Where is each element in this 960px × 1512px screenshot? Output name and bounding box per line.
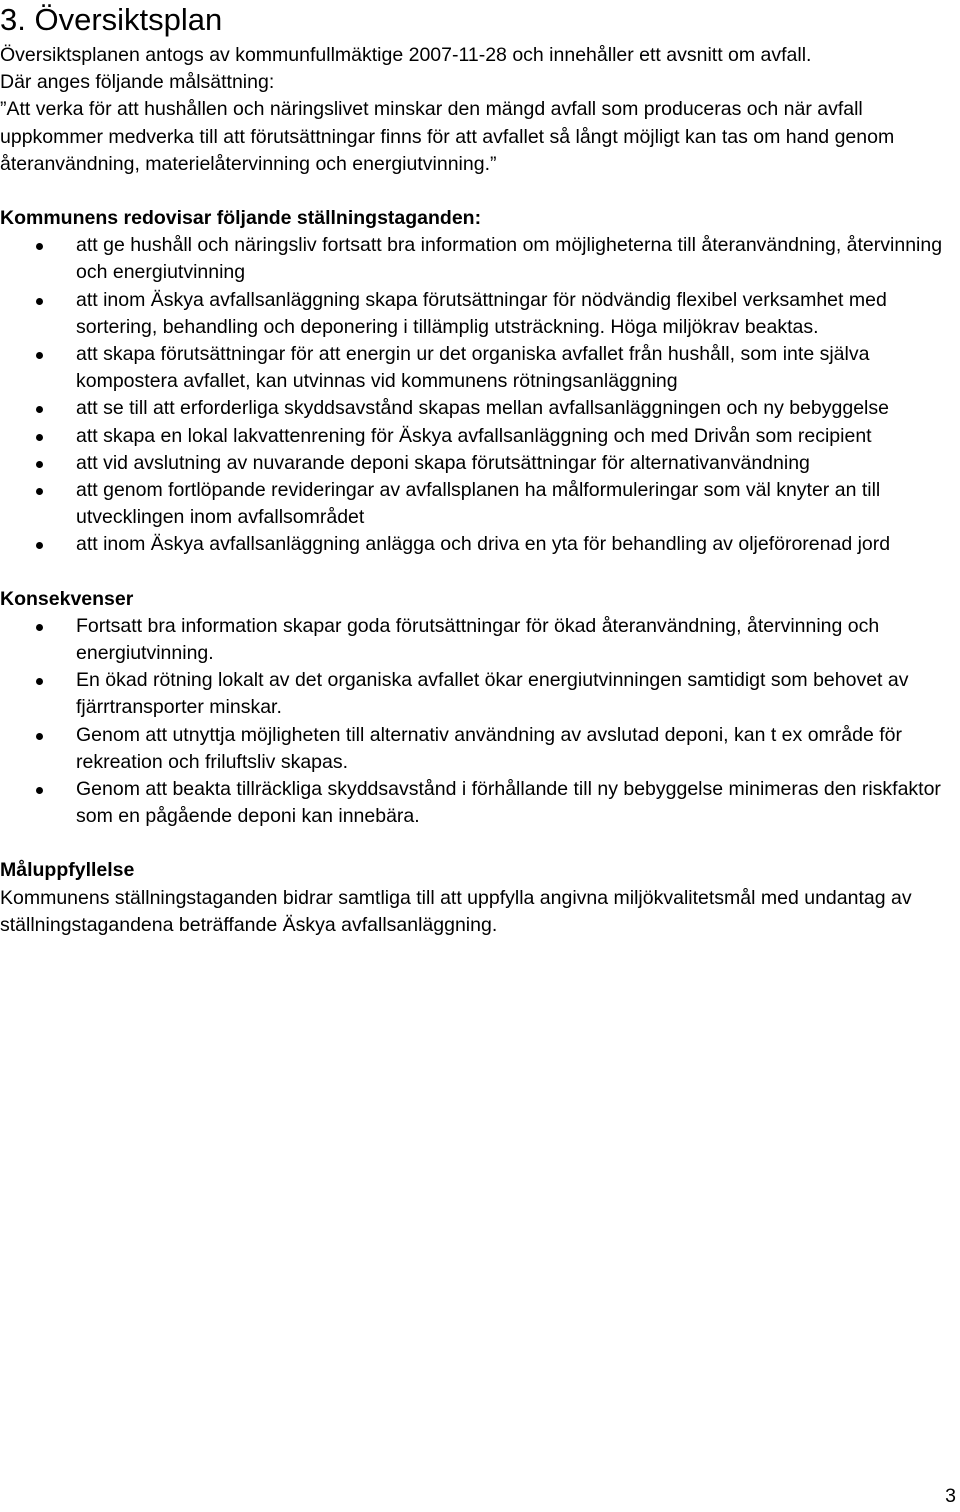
- bullet-icon: [36, 787, 43, 794]
- section-heading: 3. Översiktsplan: [0, 2, 223, 37]
- goal-quote: ”Att verka för att hushållen och näringslivet minskar den mängd avfall som produceras och när avfall uppkommer medverka till att förutsättningar finns för att avfallet så långt möjligt kan tas om hand genom återanvändning, materielåtervinning och energiutvinning.”: [0, 98, 895, 175]
- list-item-text: att inom Äskya avfallsanläggning skapa förutsättningar för nödvändig flexibel verksamhet med sortering, behandling och deponering i tillämplig utsträckning. Höga miljökrav beaktas.: [76, 288, 887, 338]
- bullet-icon: [36, 352, 43, 359]
- list-item-text: att se till att erforderliga skyddsavstånd skapas mellan avfallsanläggningen och ny bebyggelse: [76, 397, 889, 420]
- list-item-text: att genom fortlöpande revideringar av avfallsplanen ha målformuleringar som väl knyter an till utvecklingen inom avfallsområdet: [76, 479, 881, 529]
- list-item: [0, 722, 960, 776]
- list-item: [0, 776, 960, 830]
- bullet-icon: [36, 243, 43, 250]
- page-number: 3: [945, 1485, 956, 1507]
- fulfillment-text: Kommunens ställningstaganden bidrar samtliga till att uppfylla angivna miljökvalitetsmål med undantag av ställningstagandena beträffande Äskya avfallsanläggning.: [0, 886, 912, 936]
- list-item: [0, 667, 960, 721]
- consequences-list: [0, 613, 960, 831]
- bullet-icon: [36, 624, 43, 631]
- bullet-icon: [36, 733, 43, 740]
- list-item: [0, 341, 960, 395]
- list-item: [0, 395, 960, 422]
- positions-title: Kommunens redovisar följande ställningstaganden:: [0, 207, 482, 230]
- list-item-text: att ge hushåll och näringsliv fortsatt bra information om möjligheterna till återanvändning, återvinning och energiutvinning: [76, 234, 943, 284]
- intro-paragraph: Översiktsplanen antogs av kommunfullmäktige 2007-11-28 och innehåller ett avsnitt om avfall.: [0, 44, 812, 66]
- list-item: [0, 423, 960, 450]
- list-item-text: att skapa en lokal lakvattenrening för Äskya avfallsanläggning och med Drivån som recipient: [76, 424, 872, 447]
- consequences-title: Konsekvenser: [0, 587, 134, 610]
- list-item: [0, 287, 960, 341]
- bullet-icon: [36, 461, 43, 468]
- list-item-text: Fortsatt bra information skapar goda förutsättningar för ökad återanvändning, återvinning och energiutvinning.: [76, 614, 880, 665]
- bullet-icon: [36, 488, 43, 495]
- positions-list: [0, 232, 960, 558]
- list-item: [0, 477, 960, 531]
- intro-paragraph: Där anges följande målsättning:: [0, 71, 275, 94]
- list-item-text: att skapa förutsättningar för att energin ur det organiska avfallet från hushåll, som inte själva kompostera avfallet, kan utvinnas vid kommunens rötningsanläggning: [76, 343, 870, 393]
- fulfillment-title: Måluppfyllelse: [0, 859, 135, 882]
- bullet-icon: [36, 406, 43, 413]
- bullet-icon: [36, 434, 43, 441]
- list-item: [0, 613, 960, 667]
- bullet-icon: [36, 298, 43, 305]
- section-body: [0, 42, 960, 939]
- list-item-text: Genom att utnyttja möjligheten till alternativ användning av avslutad deponi, kan t ex område för rekreation och friluftsliv skapas.: [76, 723, 902, 773]
- list-item: [0, 450, 960, 477]
- list-item: [0, 531, 960, 558]
- list-item-text: att inom Äskya avfallsanläggning anlägga och driva en yta för behandling av oljeförorenad jord: [76, 533, 891, 556]
- list-item-text: Genom att beakta tillräckliga skyddsavstånd i förhållande till ny bebyggelse minimeras den riskfaktor som en pågående deponi kan innebära.: [76, 778, 941, 828]
- bullet-icon: [36, 542, 43, 549]
- bullet-icon: [36, 678, 43, 685]
- list-item-text: En ökad rötning lokalt av det organiska avfallet ökar energiutvinningen samtidigt som behovet av fjärrtransporter minskar.: [76, 669, 909, 719]
- list-item: [0, 232, 960, 286]
- list-item-text: att vid avslutning av nuvarande deponi skapa förutsättningar för alternativanvändning: [76, 451, 810, 474]
